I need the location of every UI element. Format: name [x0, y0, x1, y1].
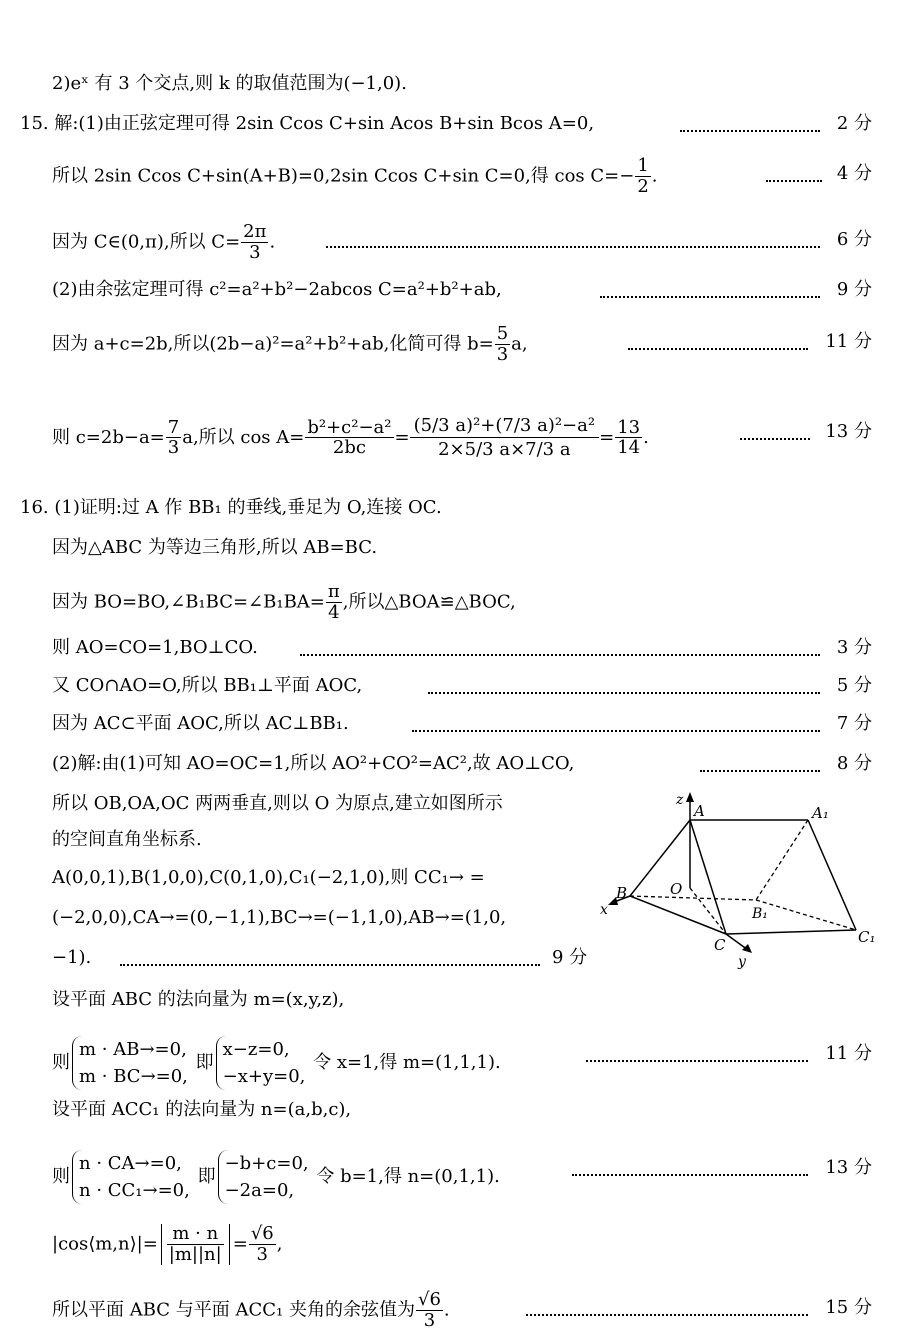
text-segment: 则 [52, 1166, 70, 1187]
denominator: 3 [167, 437, 180, 459]
line-text: 因为△ABC 为等边三角形,所以 AB=BC. [52, 537, 378, 558]
text-segment: , [276, 1233, 283, 1255]
score-label: 8 分 [836, 753, 872, 774]
line-text [52, 1150, 500, 1204]
text-segment: 因为 a+c=2b,所以(2b−a)²=a²+b²+ab,化简可得 b= [52, 333, 494, 355]
denominator: 2 [637, 175, 649, 197]
fraction [241, 222, 268, 263]
score-label: 9 分 [836, 279, 872, 300]
edge-A1B1 [756, 820, 808, 900]
equation: m · AB→=0, [79, 1039, 187, 1060]
text-segment: |cos⟨m,n⟩|= [52, 1233, 158, 1255]
line-text: 设平面 ABC 的法向量为 m=(x,y,z), [52, 989, 345, 1010]
text-segment: 令 b=1,得 n=(0,1,1). [316, 1166, 500, 1187]
text-segment: = [232, 1233, 248, 1255]
leader-dots [600, 272, 820, 298]
text-line [0, 221, 900, 263]
leader-dots [572, 1150, 808, 1176]
edge-B1C1 [756, 900, 856, 930]
line-text [52, 1290, 450, 1331]
score-label: 15 分 [825, 1297, 872, 1318]
label-B: B [616, 884, 628, 902]
fraction [495, 324, 510, 365]
equation: n · CC₁→=0, [79, 1180, 190, 1201]
numerator: m · n [167, 1224, 224, 1245]
denominator: 2bc [332, 437, 366, 459]
label-A1: A₁ [812, 804, 829, 822]
text-line [0, 1036, 900, 1087]
line-text: 所以 OB,OA,OC 两两垂直,则以 O 为原点,建立如图所示 [52, 793, 503, 814]
score-label: 13 分 [825, 1157, 872, 1178]
denominator: 3 [496, 343, 509, 365]
equation-system [216, 1036, 306, 1090]
line-text: A(0,0,1),B(1,0,0),C(0,1,0),C₁(−2,1,0),则 CC₁→ = [52, 867, 485, 888]
leader-dots [412, 706, 820, 732]
absolute-value [161, 1224, 230, 1265]
text-segment: a, [511, 333, 528, 355]
text-line [0, 1223, 900, 1265]
score-label: 13 分 [825, 421, 872, 442]
denominator: 2×5/3 a×7/3 a [438, 439, 571, 461]
equation-system [72, 1150, 190, 1204]
text-segment: 则 [52, 1052, 70, 1073]
score-label: 11 分 [825, 1043, 872, 1064]
text-line [0, 106, 900, 142]
score-label: 2 分 [836, 113, 872, 134]
text-line [0, 490, 900, 526]
text-line [0, 581, 900, 623]
fraction [410, 414, 599, 462]
text-segment: ,所以△BOA≌△BOC, [342, 591, 516, 613]
line-text [52, 156, 658, 197]
score-label: 7 分 [836, 713, 872, 734]
equation: −b+c=0, [224, 1153, 309, 1174]
leader-dots [300, 630, 820, 656]
denominator: 14 [617, 437, 641, 459]
line-text: (2)解:由(1)可知 AO=OC=1,所以 AO²+CO²=AC²,故 AO⊥CO, [52, 753, 575, 774]
fraction [167, 1224, 224, 1265]
numerator: 13 [617, 416, 641, 438]
score-label: 6 分 [836, 229, 872, 250]
label-z: z [676, 792, 684, 808]
prism-figure [600, 790, 890, 970]
equation: n · CA→=0, [79, 1153, 182, 1174]
score-label: 4 分 [836, 163, 872, 184]
numerator: 1 [637, 155, 649, 176]
text-segment: . [651, 165, 658, 187]
text-line [0, 323, 900, 365]
fraction [416, 1290, 443, 1331]
numerator: √6 [250, 1223, 274, 1244]
text-line [0, 706, 900, 742]
score-label: 5 分 [836, 675, 872, 696]
line-text [52, 1224, 282, 1265]
leader-dots [628, 324, 808, 350]
text-segment: . [443, 1299, 450, 1321]
leader-dots [428, 668, 820, 694]
leader-dots [326, 222, 820, 248]
edge-CC1 [726, 930, 856, 934]
denominator: 3 [249, 241, 261, 263]
leader-dots [740, 414, 810, 440]
text-line [0, 1092, 900, 1128]
label-B1: B₁ [752, 906, 768, 922]
y-arrow-icon [742, 944, 752, 953]
line-text: 16. (1)证明:过 A 作 BB₁ 的垂线,垂足为 O,连接 OC. [20, 497, 442, 518]
label-A: A [694, 802, 705, 820]
text-segment: . [643, 426, 649, 448]
text-segment: a,所以 cos A= [182, 426, 305, 448]
edge-AC [690, 820, 726, 934]
denominator: 4 [328, 601, 340, 623]
denominator: |m||n| [168, 1243, 222, 1265]
edge-A1C1 [808, 820, 856, 930]
leader-dots [766, 156, 822, 182]
line-text: 2)eˣ 有 3 个交点,则 k 的取值范围为(−1,0). [52, 73, 407, 94]
line-text: (−2,0,0),CA→=(0,−1,1),BC→=(−1,1,0),AB→=(1,0, [52, 907, 507, 928]
label-x: x [600, 902, 608, 918]
text-segment: 即 [195, 1052, 214, 1073]
fraction [249, 1224, 276, 1265]
leader-dots [700, 746, 820, 772]
line-text: −1). [52, 947, 92, 968]
equation-system [72, 1036, 188, 1090]
numerator: 7 [167, 416, 180, 438]
line-text [52, 1036, 501, 1090]
label-C1: C₁ [858, 928, 876, 946]
denominator: 3 [256, 1243, 268, 1265]
equation: −x+y=0, [222, 1066, 306, 1087]
line-text: 因为 AC⊂平面 AOC,所以 AC⊥BB₁. [52, 713, 349, 734]
score-label: 9 分 [552, 947, 588, 968]
line-text: 则 c=2b−a= $\frac{7}{3}$ a,所以 cos A= $\frac{\text{b²+c²−a²}}{2bc}$ = $\frac{\text{(5/3 a)²+(7/3 a)²−a²}}{2\times 5/3 a\times 7/3 a}$ = $\frac{13}{14}$ . [52, 415, 649, 461]
equation: −2a=0, [224, 1180, 295, 1201]
edge-BB1 [630, 896, 756, 900]
equation: m · BC→=0, [79, 1066, 188, 1087]
text-segment: 即 [197, 1166, 216, 1187]
text-line [0, 530, 900, 566]
numerator: (5/3 a)²+(7/3 a)²−a² [410, 414, 599, 438]
text-segment: 因为 C∈(0,π),所以 C= [52, 231, 241, 253]
z-arrow-icon [686, 792, 694, 802]
text-line [0, 272, 900, 308]
label-C: C [714, 936, 726, 954]
denominator: 3 [423, 1309, 436, 1331]
text-line [0, 668, 900, 704]
edge-BC [630, 896, 726, 934]
text-segment: . [269, 231, 276, 253]
numerator: b²+c²−a² [307, 416, 392, 438]
score-label: 3 分 [836, 637, 872, 658]
line-text: 又 CO∩AO=O,所以 BB₁⊥平面 AOC, [52, 675, 363, 696]
text-line [0, 982, 900, 1018]
text-segment: 所以平面 ABC 与平面 ACC₁ 夹角的余弦值为 [52, 1299, 415, 1321]
fraction [326, 582, 342, 623]
numerator: √6 [417, 1289, 441, 1310]
line-text [52, 324, 528, 365]
numerator: π [327, 581, 340, 602]
text-line [0, 414, 900, 461]
leader-dots [680, 106, 820, 132]
fraction [305, 418, 393, 459]
numerator: 2π [243, 221, 267, 242]
numerator: 5 [496, 323, 509, 344]
line-text: (2)由余弦定理可得 c²=a²+b²−2abcos C=a²+b²+ab, [52, 279, 502, 300]
fraction [166, 418, 181, 459]
equation-system [218, 1150, 309, 1204]
label-y: y [738, 954, 746, 970]
line-text: 的空间直角坐标系. [52, 829, 202, 850]
text-segment: 令 x=1,得 m=(1,1,1). [313, 1052, 501, 1073]
text-line [0, 66, 900, 102]
text-line [0, 746, 900, 782]
equation: x−z=0, [222, 1039, 290, 1060]
line-text [52, 222, 275, 263]
line-text [52, 582, 516, 623]
line-text: 15. 解:(1)由正弦定理可得 2sin Ccos C+sin Acos B+sin Bcos A=0, [20, 113, 595, 134]
text-segment: 因为 BO=BO,∠B₁BC=∠B₁BA= [52, 591, 325, 613]
text-line [0, 1289, 900, 1331]
fraction [635, 156, 650, 197]
label-O: O [670, 880, 683, 898]
text-segment: 则 c=2b−a= [52, 426, 165, 448]
text-segment: 所以 2sin Ccos C+sin(A+B)=0,2sin Ccos C+sin C=0,得 cos C=− [52, 165, 635, 187]
fraction [615, 418, 642, 459]
text-line [0, 155, 900, 197]
score-label: 11 分 [825, 331, 872, 352]
line-text: 则 AO=CO=1,BO⊥CO. [52, 637, 258, 658]
line-text: 设平面 ACC₁ 的法向量为 n=(a,b,c), [52, 1099, 352, 1120]
leader-dots [526, 1290, 808, 1316]
text-line [0, 1150, 900, 1201]
text-line [0, 630, 900, 666]
leader-dots [586, 1036, 808, 1062]
leader-dots [120, 940, 540, 966]
